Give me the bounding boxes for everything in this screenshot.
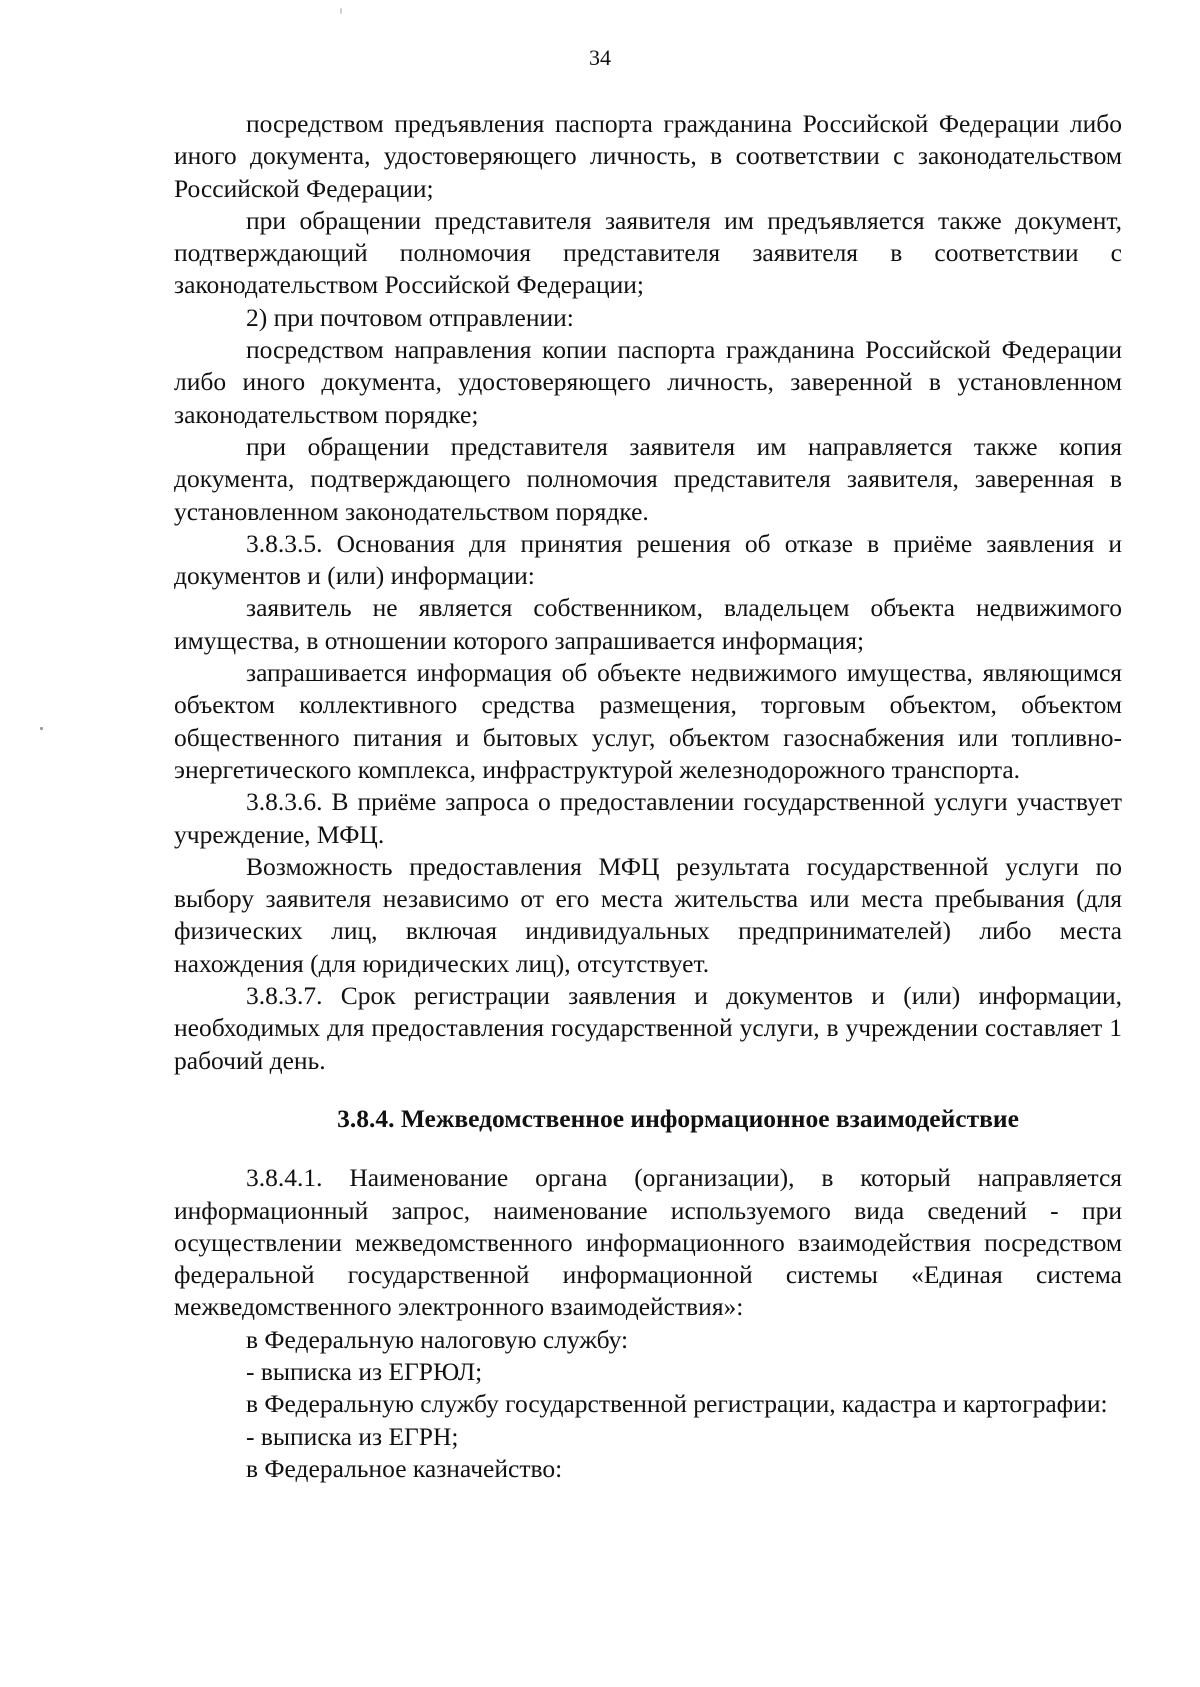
list-item: - выписка из ЕГРЮЛ; (246, 1356, 483, 1386)
paragraph: посредством направления копии паспорта гражданина Российской Федерации либо иного документа, удостоверяющего личность, заверенной в установленном законодательством порядке; (174, 335, 1122, 429)
paragraph: 3.8.4.1. Наименование органа (организации), в который направляется информационный запрос, наименование используемого вида сведений - при осуществлении межведомственного информационного взаимодействия посредством федеральной государственной информационной системы «Единая система межведомственного электронного взаимодействия»: (174, 1163, 1122, 1322)
list-item: - выписка из ЕГРН; (246, 1421, 459, 1451)
paragraph: 2) при почтовом отправлении: (246, 302, 574, 332)
paragraph: в Федеральную службу государственной регистрации, кадастра и картографии: (246, 1389, 1108, 1419)
paragraph: Возможность предоставления МФЦ результата государственной услуги по выбору заявителя независимо от его места жительства или места пребывания (для физических лиц, включая индивидуальных предпринимателей) либо места нахождения (для юридических лиц), отсутствует. (174, 851, 1122, 978)
scan-speck (340, 8, 342, 14)
paragraph: в Федеральное казначейство: (246, 1453, 563, 1483)
section-heading: 3.8.4. Межведомственное информационное взаимодействие (337, 1103, 1019, 1133)
page-number: 34 (589, 45, 611, 70)
paragraph: заявитель не является собственником, владельцем объекта недвижимого имущества, в отношении которого запрашивается информация; (174, 593, 1122, 655)
paragraph: 3.8.3.7. Срок регистрации заявления и документов и (или) информации, необходимых для предоставления государственной услуги, в учреждении составляет 1 рабочий день. (174, 981, 1122, 1075)
paragraph: посредством предъявления паспорта гражданина Российской Федерации либо иного документа, удостоверяющего личность, в соответствии с законодательством Российской Федерации; (174, 109, 1122, 203)
paragraph: 3.8.3.5. Основания для принятия решения об отказе в приёме заявления и документов и (или) информации: (174, 528, 1122, 591)
paragraph: 3.8.3.6. В приёме запроса о предоставлении государственной услуги участвует учреждение, МФЦ. (174, 787, 1122, 849)
paragraph: при обращении представителя заявителя им направляется также копия документа, подтверждающего полномочия представителя заявителя, заверенная в установленном законодательством порядке. (174, 431, 1122, 526)
paragraph: в Федеральную налоговую службу: (246, 1324, 629, 1354)
scan-speck (40, 727, 43, 730)
paragraph: запрашивается информация об объекте недвижимого имущества, являющимся объектом коллективного средства размещения, торговым объектом, объектом общественного питания и бытовых услуг, объектом газоснабжения или топливно-энергетического комплекса, инфраструктурой железнодорожного транспорта. (174, 658, 1122, 784)
document-body (174, 108, 1122, 1485)
paragraph: при обращении представителя заявителя им предъявляется также документ, подтверждающий полномочия представителя заявителя в соответствии с законодательством Российской Федерации; (174, 205, 1122, 300)
